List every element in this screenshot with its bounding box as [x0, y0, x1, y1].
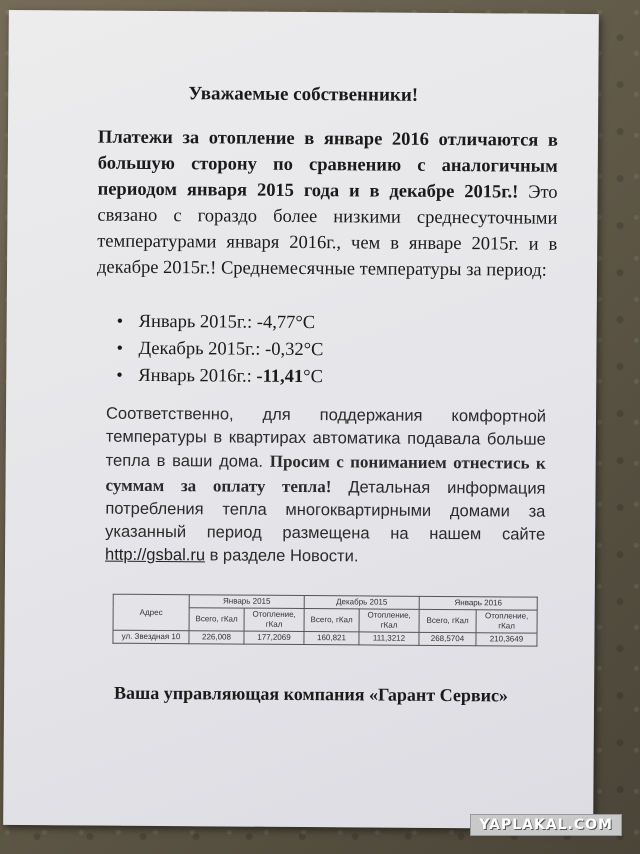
- notice-heading: Уважаемые собственники!: [188, 83, 419, 106]
- site-link[interactable]: http://gsbal.ru: [104, 545, 206, 565]
- heating-subheader: Отопление, гКал: [476, 610, 537, 633]
- heat-usage-table: [112, 594, 537, 647]
- heating-subheader: Отопление, гКал: [359, 609, 419, 632]
- period-header: Декабрь 2015: [304, 596, 419, 610]
- total-subheader: Всего, гКал: [304, 609, 359, 632]
- watermark: YAPLAKAL.COM: [470, 814, 622, 836]
- total-subheader: Всего, гКал: [419, 609, 476, 632]
- temperature-item: • Январь 2016г.: -11,41°С: [116, 363, 323, 391]
- period-header: Январь 2015: [189, 595, 304, 609]
- intro-rest-text: Это связано с гораздо более низкими среднесуточными температурами января 2016г., чем в январе 2015г. и в декабре 2015г.! Среднемесячные температуры за период:: [96, 182, 558, 281]
- total-subheader: Всего, гКал: [189, 608, 244, 631]
- intro-paragraph: [97, 125, 558, 284]
- address-header: Адрес: [113, 594, 189, 631]
- request-bold-text: Просим с пониманием отнестись к суммам за оплату тепла!: [105, 452, 546, 496]
- address-cell: ул. Звездная 10: [113, 630, 189, 644]
- value-cell: 226,008: [189, 631, 244, 644]
- value-cell: 111,3212: [359, 632, 419, 645]
- value-cell: 177,2069: [244, 631, 304, 644]
- value-cell: 160,821: [304, 632, 359, 645]
- period-header: Январь 2016: [419, 596, 537, 610]
- temperature-item: • Январь 2015г.: -4,77°С: [117, 309, 324, 337]
- signature: Ваша управляющая компания «Гарант Сервис»: [114, 682, 509, 706]
- intro-bold-text: Платежи за отопление в январе 2016 отличаются в большую сторону по сравнению с аналогичным периодом января 2015 года и в декабре 2015г.!: [97, 127, 559, 203]
- value-cell: 210,3649: [476, 633, 537, 646]
- table-row: [113, 630, 537, 646]
- temperature-item: • Декабрь 2015г.: -0,32°С: [116, 336, 323, 364]
- value-cell: 268,5704: [419, 632, 476, 645]
- explanation-paragraph: Соответственно, для поддержания комфортной температуры в квартирах автоматика подавала больше тепла в ваши дома. Просим с пониманием отнестись к суммам за оплату тепла! Детальная информация потребления тепла многоквартирными домами за указанный период размещена на нашем сайте http://gsbal.ru в разделе Новости.: [104, 404, 547, 566]
- heating-subheader: Отопление, гКал: [244, 608, 304, 631]
- temperature-list: [116, 309, 323, 391]
- notice-sheet: [3, 10, 599, 829]
